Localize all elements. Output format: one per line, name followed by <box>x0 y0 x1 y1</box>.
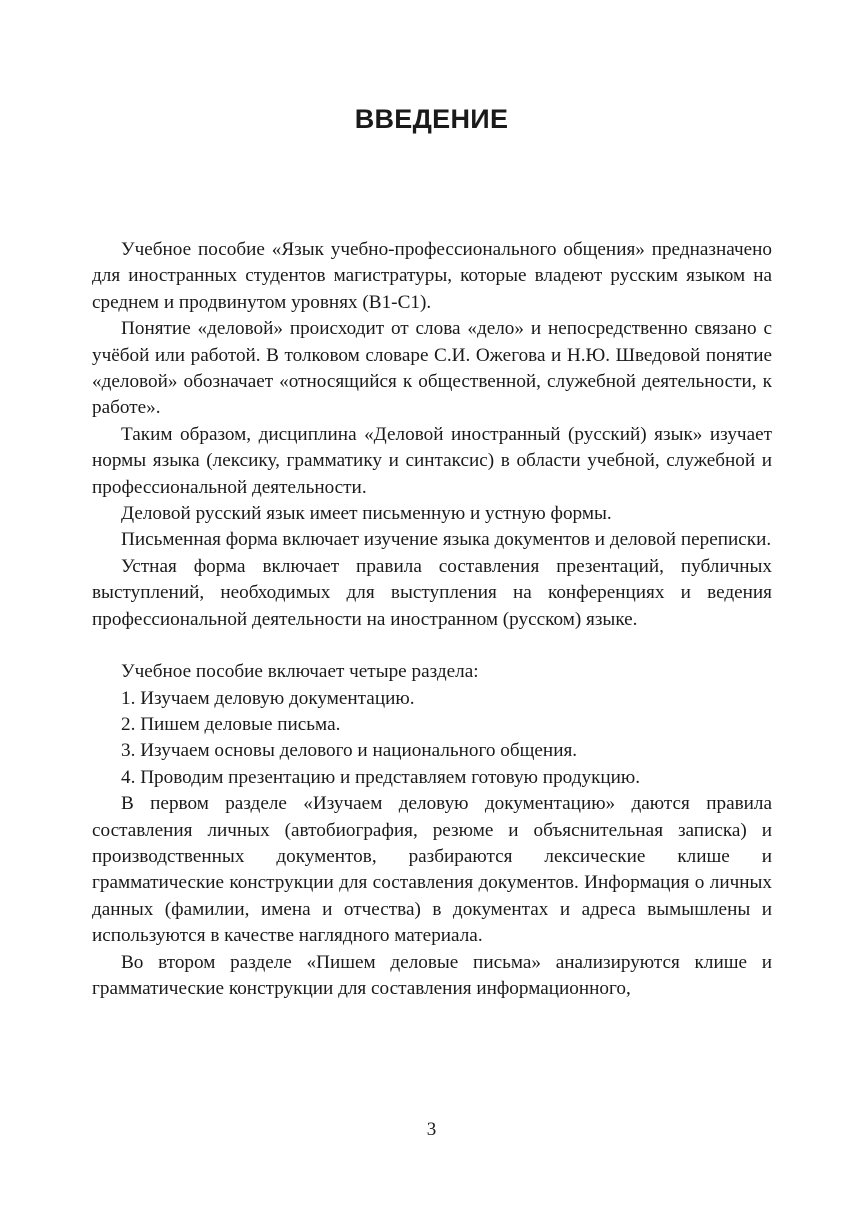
list-item: 2. Пишем деловые письма. <box>121 713 341 735</box>
paragraph: Таким образом, дисциплина «Деловой иностранный (русский) язык» изучает нормы языка (лексику, грамматику и синтаксис) в области учебной, служебной и профессиональной деятельности. <box>92 423 772 498</box>
paragraph: Учебное пособие «Язык учебно-профессионального общения» предназначено для иностранных студентов магистратуры, которые владеют русским языком на среднем и продвинутом уровнях (В1-С1). <box>92 239 772 313</box>
paragraph: В первом разделе «Изучаем деловую документацию» даются правила составления личных (автобиография, резюме и объяснительная записка) и производственных документов, разбираются лексические клише и грамматические конструкции для составления документов. Информация о личных данных (фамилии, имена и отчества) в документах и адреса вымышлены и используются в качестве наглядного материала. <box>92 793 772 947</box>
page-number: 3 <box>426 1119 437 1140</box>
list-item: 1. Изучаем деловую документацию. <box>121 687 415 709</box>
body-text <box>92 237 772 1002</box>
paragraph: Деловой русский язык имеет письменную и устную формы. <box>121 503 612 525</box>
paragraph: Во втором разделе «Пишем деловые письма» анализируются клише и грамматические конструкции для составления информационного, <box>92 951 772 999</box>
paragraph: Письменная форма включает изучение языка документов и деловой переписки. <box>121 529 772 551</box>
section-gap <box>92 633 772 659</box>
list-item: 4. Проводим презентацию и представляем готовую продукцию. <box>121 766 641 788</box>
list-intro: Учебное пособие включает четыре раздела: <box>121 661 479 683</box>
page-title: ВВЕДЕНИЕ <box>354 104 509 134</box>
paragraph: Понятие «деловой» происходит от слова «дело» и непосредственно связано с учёбой или работой. В толковом словаре С.И. Ожегова и Н.Ю. Шведовой понятие «деловой» обозначает «относящийся к общественной, служебной деятельности, к работе». <box>92 318 772 419</box>
paragraph: Устная форма включает правила составления презентаций, публичных выступлений, необходимых для выступления на конференциях и ведения профессиональной деятельности на иностранном (русском) языке. <box>92 555 772 630</box>
list-item: 3. Изучаем основы делового и национального общения. <box>121 740 578 762</box>
